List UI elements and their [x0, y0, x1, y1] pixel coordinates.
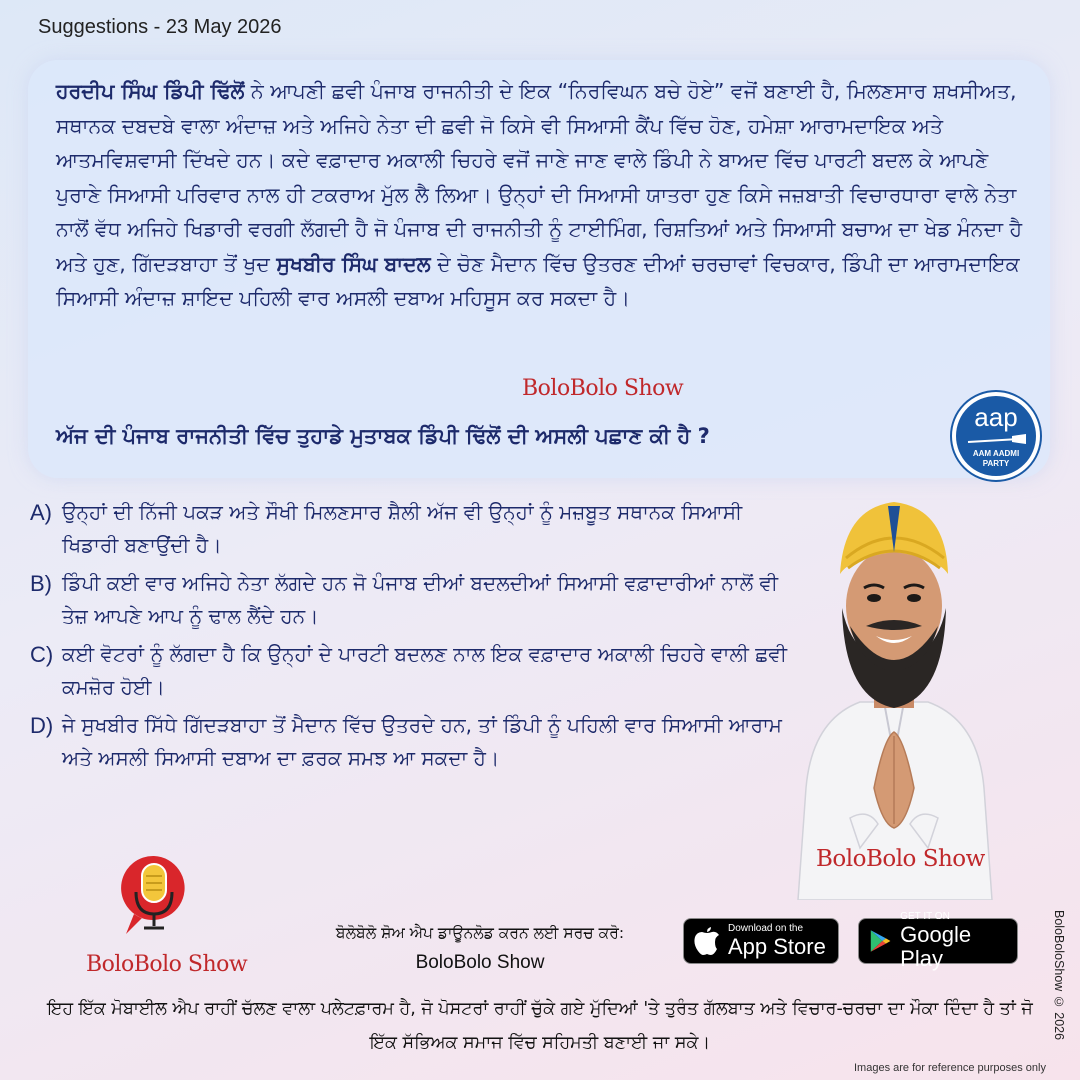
- google-play-small-text: GET IT ON: [900, 911, 950, 922]
- aap-party-logo: [946, 390, 1046, 482]
- app-store-small-text: Download on the: [728, 923, 804, 934]
- microphone-icon: [118, 852, 190, 948]
- app-brand-name: BoloBolo Show: [415, 952, 545, 973]
- option-letter: B): [30, 571, 52, 596]
- highlight-name-2: ਸੁਖਬੀਰ ਸਿੰਘ ਬਾਦਲ: [276, 251, 431, 276]
- poll-option-b[interactable]: [30, 567, 790, 633]
- watermark: BoloBolo Show: [816, 846, 985, 872]
- platform-description: ਇਹ ਇੱਕ ਮੋਬਾਈਲ ਐਪ ਰਾਹੀਂ ਚੱਲਣ ਵਾਲਾ ਪਲੇਟਫ਼ਾਰਮ ਹੈ, ਜੋ ਪੋਸਟਰਾਂ ਰਾਹੀਂ ਚੁੱਕੇ ਗਏ ਮੁੱਦਿਆਂ 'ਤੇ ਤੁਰੰਤ ਗੱਲਬਾਤ ਅਤੇ ਵਿਚਾਰ-ਚਰਚਾ ਦਾ ਮੌਕਾ ਦਿੰਦਾ ਹੈ ਤਾਂ ਜੋ ਇੱਕ ਸੱਭਿਅਕ ਸਮਾਜ ਵਿੱਚ ਸਹਿਮਤੀ ਬਣਾਈ ਜਾ ਸਕੇ।: [47, 999, 1033, 1053]
- option-text: ਜੇ ਸੁਖਬੀਰ ਸਿੱਧੇ ਗਿੱਦੜਬਾਹਾ ਤੋਂ ਮੈਦਾਨ ਵਿੱਚ ਉਤਰਦੇ ਹਨ, ਤਾਂ ਡਿੰਪੀ ਨੂੰ ਪਹਿਲੀ ਵਾਰ ਸਿਆਸੀ ਆਰਾਮ ਅਤੇ ਅਸਲੀ ਸਿਆਸੀ ਦਬਾਅ ਦਾ ਫ਼ਰਕ ਸਮਝ ਆ ਸਕਦਾ ਹੈ।: [62, 713, 782, 770]
- download-prompt-text: ਬੋਲੋਬੋਲੋ ਸ਼ੋਅ ਐਪ ਡਾਊਨਲੋਡ ਕਰਨ ਲਈ ਸਰਚ ਕਰੋ:: [335, 924, 625, 942]
- google-play-button[interactable]: [858, 911, 1018, 971]
- apple-icon: [694, 926, 720, 956]
- option-text: ਉਨ੍ਹਾਂ ਦੀ ਨਿੱਜੀ ਪਕੜ ਅਤੇ ਸੌਖੀ ਮਿਲਣਸਾਰ ਸ਼ੈਲੀ ਅੱਜ ਵੀ ਉਨ੍ਹਾਂ ਨੂੰ ਮਜ਼ਬੂਤ ਸਥਾਨਕ ਸਿਆਸੀ ਖਿਡਾਰੀ ਬਣਾਉਂਦੀ ਹੈ।: [62, 500, 743, 557]
- option-text: ਕਈ ਵੋਟਰਾਂ ਨੂੰ ਲੱਗਦਾ ਹੈ ਕਿ ਉਨ੍ਹਾਂ ਦੇ ਪਾਰਟੀ ਬਦਲਣ ਨਾਲ ਇਕ ਵਫ਼ਾਦਾਰ ਅਕਾਲੀ ਚਿਹਰੇ ਵਾਲੀ ਛਵੀ ਕਮਜ਼ੋਰ ਹੋਈ।: [62, 642, 787, 699]
- copyright-credit: BoloBoloShow © 2026: [1052, 910, 1066, 1041]
- google-play-label: Google Play: [900, 922, 972, 971]
- body-text-part2: ਦੇ ਚੋਣ ਮੈਦਾਨ ਵਿੱਚ ਉਤਰਣ ਦੀਆਂ ਚਰਚਾਵਾਂ ਵਿਚਕਾਰ, ਡਿੰਪੀ ਦਾ ਆਰਾਮਦਾਇਕ ਸਿਆਸੀ ਅੰਦਾਜ਼ ਸ਼ਾਇਦ ਪਹਿਲੀ ਵਾਰ ਅਸਲੀ ਦਬਾਅ ਮਹਿਸੂਸ ਕਰ ਸਕਦਾ ਹੈ।: [56, 251, 1020, 310]
- svg-text:aap: aap: [974, 402, 1018, 432]
- option-letter: C): [30, 642, 54, 667]
- politician-illustration: [788, 488, 1000, 900]
- highlight-name: ਹਰਦੀਪ ਸਿੰਘ ਡਿੰਪੀ ਢਿੱਲੋਂ: [56, 79, 245, 103]
- poll-options: [30, 496, 790, 780]
- google-play-icon: [869, 927, 892, 955]
- svg-text:PARTY: PARTY: [982, 459, 1010, 468]
- app-store-label: App Store: [728, 934, 826, 959]
- poll-option-d[interactable]: [30, 709, 790, 775]
- post-body: [56, 74, 1036, 316]
- poll-option-a[interactable]: [30, 496, 790, 562]
- option-letter: A): [30, 500, 52, 525]
- bolobolo-logo-text: BoloBolo Show: [86, 952, 248, 977]
- watermark: BoloBolo Show: [522, 376, 684, 401]
- poll-question: ਅੱਜ ਦੀ ਪੰਜਾਬ ਰਾਜਨੀਤੀ ਵਿੱਚ ਤੁਹਾਡੇ ਮੁਤਾਬਕ ਡਿੰਪੀ ਢਿੱਲੋਂ ਦੀ ਅਸਲੀ ਪਛਾਣ ਕੀ ਹੈ ?: [56, 424, 710, 448]
- option-letter: D): [30, 713, 54, 738]
- option-text: ਡਿੰਪੀ ਕਈ ਵਾਰ ਅਜਿਹੇ ਨੇਤਾ ਲੱਗਦੇ ਹਨ ਜੋ ਪੰਜਾਬ ਦੀਆਂ ਬਦਲਦੀਆਂ ਸਿਆਸੀ ਵਫ਼ਾਦਾਰੀਆਂ ਨਾਲੋਂ ਵੀ ਤੇਜ਼ ਆਪਣੇ ਆਪ ਨੂੰ ਢਾਲ ਲੈਂਦੇ ਹਨ।: [62, 571, 778, 628]
- image-disclaimer: Images are for reference purposes only: [854, 1062, 1046, 1074]
- app-store-button[interactable]: [683, 918, 839, 964]
- post-date: Suggestions - 23 May 2026: [38, 16, 282, 38]
- body-text-part1: ਨੇ ਆਪਣੀ ਛਵੀ ਪੰਜਾਬ ਰਾਜਨੀਤੀ ਦੇ ਇਕ “ਨਿਰਵਿਘਨ ਬਚੇ ਹੋਏ” ਵਜੋਂ ਬਣਾਈ ਹੈ, ਮਿਲਣਸਾਰ ਸ਼ਖਸੀਅਤ, ਸਥਾਨਕ ਦਬਦਬੇ ਵਾਲਾ ਅੰਦਾਜ਼ ਅਤੇ ਅਜਿਹੇ ਨੇਤਾ ਦੀ ਛਵੀ ਜੋ ਕਿਸੇ ਵੀ ਸਿਆਸੀ ਕੈਂਪ ਵਿੱਚ ਹੋਣ, ਹਮੇਸ਼ਾ ਆਰਾਮਦਾਇਕ ਅਤੇ ਆਤਮਵਿਸ਼ਵਾਸੀ ਦਿੱਖਦੇ ਹਨ। ਕਦੇ ਵਫ਼ਾਦਾਰ ਅਕਾਲੀ ਚਿਹਰੇ ਵਜੋਂ ਜਾਣੇ ਜਾਣ ਵਾਲੇ ਡਿੰਪੀ ਨੇ ਬਾਅਦ ਵਿੱਚ ਪਾਰਟੀ ਬਦਲ ਕੇ ਆਪਣੇ ਪੁਰਾਣੇ ਸਿਆਸੀ ਪਰਿਵਾਰ ਨਾਲ ਹੀ ਟਕਰਾਅ ਮੁੱਲ ਲੈ ਲਿਆ। ਉਨ੍ਹਾਂ ਦੀ ਸਿਆਸੀ ਯਾਤਰਾ ਹੁਣ ਕਿਸੇ ਜਜ਼ਬਾਤੀ ਵਿਚਾਰਧਾਰਾ ਵਾਲੇ ਨੇਤਾ ਨਾਲੋਂ ਵੱਧ ਅਜਿਹੇ ਖਿਡਾਰੀ ਵਰਗੀ ਲੱਗਦੀ ਹੈ ਜੋ ਪੰਜਾਬ ਦੀ ਰਾਜਨੀਤੀ ਨੂੰ ਟਾਈਮਿੰਗ, ਰਿਸ਼ਤਿਆਂ ਅਤੇ ਸਿਆਸੀ ਬਚਾਅ ਦਾ ਖੇਡ ਮੰਨਦਾ ਹੈ ਅਤੇ ਹੁਣ, ਗਿੱਦੜਬਾਹਾ ਤੋਂ ਖੁਦ: [56, 79, 1023, 276]
- poll-option-c[interactable]: [30, 638, 790, 704]
- svg-text:AAM AADMI: AAM AADMI: [972, 449, 1020, 458]
- download-prompt: [290, 920, 670, 976]
